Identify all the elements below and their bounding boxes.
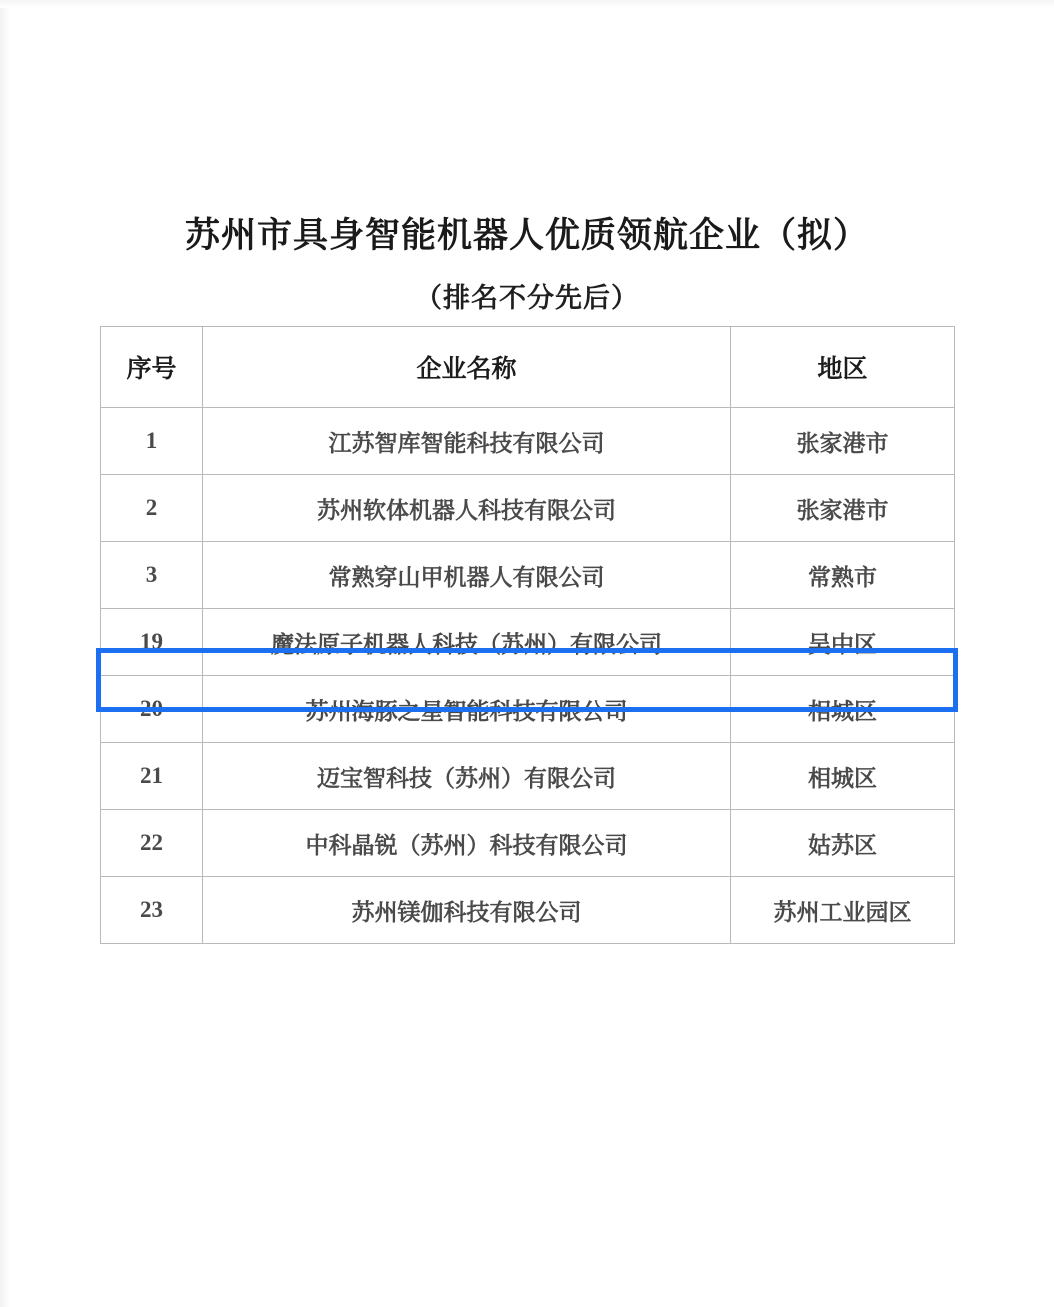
cell-index: 23: [101, 877, 203, 944]
table-row: [101, 877, 955, 944]
cell-company: 江苏智库智能科技有限公司: [203, 408, 731, 475]
cell-company: 常熟穿山甲机器人有限公司: [203, 542, 731, 609]
cell-index: 2: [101, 475, 203, 542]
cell-area: 常熟市: [731, 542, 955, 609]
table-header-row: [101, 327, 955, 408]
cell-area: 张家港市: [731, 475, 955, 542]
table-header: [101, 327, 955, 408]
column-header-index: 序号: [101, 327, 203, 408]
cell-area: 姑苏区: [731, 810, 955, 877]
table-body: [101, 408, 955, 944]
cell-company: 苏州软体机器人科技有限公司: [203, 475, 731, 542]
cell-area: 吴中区: [731, 609, 955, 676]
table-row: [101, 542, 955, 609]
cell-index: 3: [101, 542, 203, 609]
page-title: 苏州市具身智能机器人优质领航企业（拟）: [184, 216, 869, 255]
company-table: [100, 326, 955, 944]
cell-company: 苏州镁伽科技有限公司: [203, 877, 731, 944]
cell-area: 张家港市: [731, 408, 955, 475]
cell-area: 苏州工业园区: [731, 877, 955, 944]
table-row: [101, 475, 955, 542]
cell-company: 中科晶锐（苏州）科技有限公司: [203, 810, 731, 877]
cell-company: 魔法原子机器人科技（苏州）有限公司: [203, 609, 731, 676]
cell-index: 22: [101, 810, 203, 877]
cell-index: 19: [101, 609, 203, 676]
column-header-company: 企业名称: [203, 327, 731, 408]
company-table-container: [100, 326, 954, 944]
page-subtitle: （排名不分先后）: [415, 283, 639, 313]
cell-index: 20: [101, 676, 203, 743]
column-header-area: 地区: [731, 327, 955, 408]
table-row-highlighted: [101, 676, 955, 743]
table-row: [101, 743, 955, 810]
table-row: [101, 408, 955, 475]
cell-area: 相城区: [731, 743, 955, 810]
cell-company: 迈宝智科技（苏州）有限公司: [203, 743, 731, 810]
table-row: [101, 609, 955, 676]
cell-index: 21: [101, 743, 203, 810]
cell-company: 苏州海豚之星智能科技有限公司: [203, 676, 731, 743]
table-row: [101, 810, 955, 877]
scan-edge-top: [0, 0, 1054, 8]
cell-area: 相城区: [731, 676, 955, 743]
cell-index: 1: [101, 408, 203, 475]
scan-edge-left: [0, 0, 10, 1307]
